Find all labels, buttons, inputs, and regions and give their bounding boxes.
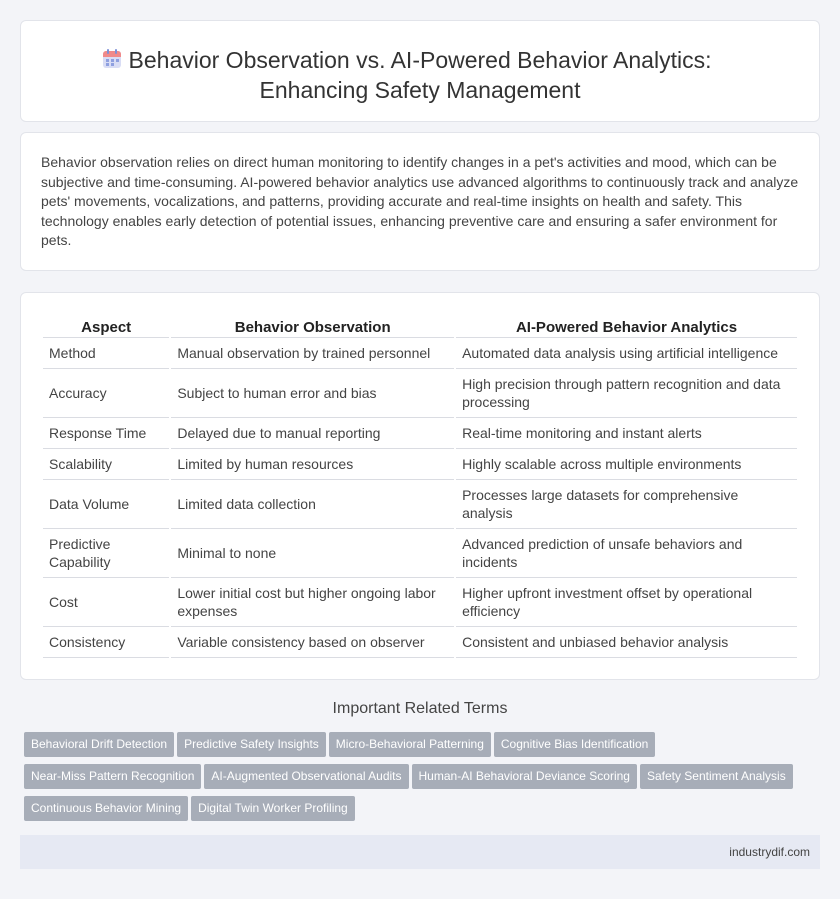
cell-observation: Minimal to none <box>171 529 454 578</box>
cell-ai: Automated data analysis using artificial intelligence <box>456 338 797 369</box>
table-header-row <box>43 314 797 338</box>
table-row <box>43 338 797 369</box>
term-tag[interactable]: Micro-Behavioral Patterning <box>329 732 491 757</box>
intro-text: Behavior observation relies on direct human monitoring to identify changes in a pet's activities and mood, which can be subjective and time-consuming. AI-powered behavior analytics use advanced algorithms to continuously track and analyze pets' movements, vocalizations, and patterns, providing accurate and real-time insights on health and safety. This technology enables early detection of potential issues, enhancing preventive care and ensuring a safer environment for pets. <box>41 154 799 249</box>
cell-aspect: Method <box>43 338 169 369</box>
term-tag[interactable]: Near-Miss Pattern Recognition <box>24 764 201 789</box>
related-terms-title: Important Related Terms <box>332 700 508 717</box>
cell-aspect: Accuracy <box>43 369 169 418</box>
footer-site-link[interactable]: industrydif.com <box>729 845 810 859</box>
term-tag[interactable]: Behavioral Drift Detection <box>24 732 174 757</box>
cell-observation: Limited by human resources <box>171 449 454 480</box>
page-title-line-2: Enhancing Safety Management <box>259 77 581 103</box>
header-aspect: Aspect <box>43 314 169 338</box>
table-row <box>43 578 797 627</box>
comparison-table <box>41 314 799 658</box>
cell-aspect: Scalability <box>43 449 169 480</box>
cell-aspect: Data Volume <box>43 480 169 529</box>
table-row <box>43 627 797 658</box>
page-title-line-1: Behavior Observation vs. AI-Powered Behavior Analytics: <box>128 47 712 73</box>
cell-ai: Higher upfront investment offset by operational efficiency <box>456 578 797 627</box>
cell-observation: Limited data collection <box>171 480 454 529</box>
cell-ai: Advanced prediction of unsafe behaviors and incidents <box>456 529 797 578</box>
cell-ai: Consistent and unbiased behavior analysis <box>456 627 797 658</box>
cell-observation: Lower initial cost but higher ongoing labor expenses <box>171 578 454 627</box>
table-row <box>43 480 797 529</box>
related-terms-list <box>24 732 820 828</box>
table-row <box>43 529 797 578</box>
term-tag[interactable]: Predictive Safety Insights <box>177 732 326 757</box>
term-tag[interactable]: Digital Twin Worker Profiling <box>191 796 355 821</box>
term-tag[interactable]: AI-Augmented Observational Audits <box>204 764 408 789</box>
cell-aspect: Cost <box>43 578 169 627</box>
cell-observation: Subject to human error and bias <box>171 369 454 418</box>
header-card <box>20 20 820 122</box>
cell-ai: High precision through pattern recognition and data processing <box>456 369 797 418</box>
cell-observation: Manual observation by trained personnel <box>171 338 454 369</box>
cell-aspect: Consistency <box>43 627 169 658</box>
term-tag[interactable]: Cognitive Bias Identification <box>494 732 655 757</box>
table-row <box>43 418 797 449</box>
cell-observation: Variable consistency based on observer <box>171 627 454 658</box>
header-behavior-observation: Behavior Observation <box>171 314 454 338</box>
page-title <box>21 45 819 105</box>
intro-card <box>20 132 820 271</box>
cell-aspect: Predictive Capability <box>43 529 169 578</box>
term-tag[interactable]: Human-AI Behavioral Deviance Scoring <box>412 764 637 789</box>
cell-aspect: Response Time <box>43 418 169 449</box>
footer <box>20 835 820 869</box>
header-ai-analytics: AI-Powered Behavior Analytics <box>456 314 797 338</box>
cell-observation: Delayed due to manual reporting <box>171 418 454 449</box>
term-tag[interactable]: Continuous Behavior Mining <box>24 796 188 821</box>
term-tag[interactable]: Safety Sentiment Analysis <box>640 764 793 789</box>
cell-ai: Highly scalable across multiple environments <box>456 449 797 480</box>
cell-ai: Real-time monitoring and instant alerts <box>456 418 797 449</box>
table-row <box>43 449 797 480</box>
cell-ai: Processes large datasets for comprehensive analysis <box>456 480 797 529</box>
comparison-card <box>20 292 820 680</box>
table-row <box>43 369 797 418</box>
